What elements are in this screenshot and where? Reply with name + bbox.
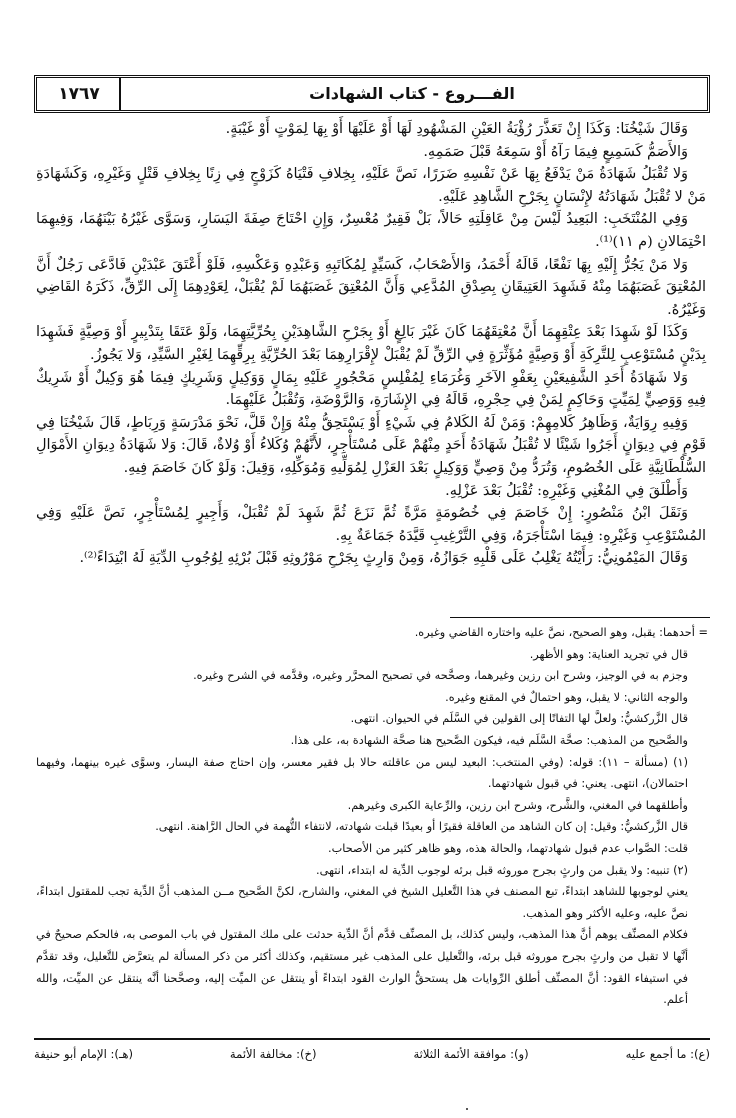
main-paragraph: وَفِي المُنْتَخَبِ: البَعِيدُ لَيْسَ مِنْ عَاقِلَتِهِ حَالاً، بَلْ فَقِيرٌ مُعْسِرٌ، وَإِنِ احْتَاجَ صِفَةَ اليَسَارِ، وَسَوَّى غَيْرُهُ بَيْنَهُمَا، وَفِيهِمَا احْتِمَالانِ (م ١١)⁽¹⁾. <box>36 211 706 250</box>
page-header <box>34 75 710 113</box>
footnote-separator <box>450 617 710 618</box>
footnote-line: وجزم به في الوجيز، وشرح ابن رزين وغيرهما، وصحَّحه في تصحيح المحرَّر وغيره، وقدَّمه في الشرح وغيره. <box>193 669 688 683</box>
footnote-line: (١) (مسألة – ١١): قوله: (وفي المنتخب: البعيد ليس من عاقلته حالا بل فقير معسر، وإن احتاج صفة اليسار، وسوَّى غيره بينهما، وفيهما احتمالان)، انتهى. يعني: في قبول شهادتهما. <box>36 755 688 791</box>
main-paragraph: وَقَالَ شَيْخُنَا: وَكَذَا إِنْ تَعَذَّرَ رُؤْيَةُ العَيْنِ المَشْهُودِ لَهَا أَوْ عَلَيْهَا أَوْ بِهَا لِمَوْتٍ أَوْ غَيْبَةٍ. <box>225 121 688 137</box>
footnote-line: والصَّحيح من المذهب: صحَّة السَّلَم فيه، فيكون الصَّحيح هنا صحَّة الشهادة به، على هذا. <box>290 733 688 747</box>
main-text <box>36 118 706 570</box>
page-footer <box>34 1043 710 1065</box>
running-title: الفـــروع - كتاب الشهادات <box>309 84 515 103</box>
footnotes <box>36 622 708 1011</box>
main-paragraph: وَالأَصَمُّ كَسَمِيعٍ فِيمَا رَآهُ أَوْ سَمِعَهُ قَبْلَ صَمَمِهِ. <box>423 143 688 160</box>
main-paragraph: وَلا مَنْ يَجُرُّ إِلَيْهِ بِهَا نَفْعًا، قَالَهُ أَحْمَدُ، وَالأَصْحَابُ، كَسَيِّدٍ لِمُكَاتَبِهِ وَعَبْدِهِ وَعَكْسِهِ، فَلَوْ أَعْتَقَ عَبْدَيْنِ فَادَّعَى رَجُلٌ أَنَّ المُعْتِقَ غَصَبَهُمَا مِنْهُ فَشَهِدَ العَتِيقَانِ بِصِدْقِ المُدَّعِي وَأَنَّ المُعْتِقَ غَصَبَهُمَا لَمْ يُقْبَلْ، لِعَوْدِهِمَا إِلَى الرِّقِّ، ذَكَرَهُ القَاضِي وَغَيْرُهُ. <box>36 256 706 318</box>
footnote-line: فكلام المصنِّف يوهم أنَّ هذا المذهب، وليس كذلك، بل المصنِّف قدَّم أنَّ الدِّية حدثت على ملك المقتول في باب الموصى به، فالحكم صحيحٌ في أنَّها لا تقبل من وارثٍ بجرح موروثه قبل برئه، والتَّعليل على المذهب غير مستقيم، وكذلك أكثر من ذكر المسألة لم يتعرَّض للتَّعليل، وقد تقدَّم في استيفاء القود: أنَّ المصنِّف أطلق الرِّوايات هل يستحقُّ الوارث القود ابتداءً أو ينتقل عن الميِّت إليه، وصحَّحنا أنَّه ينتقل عن الميِّت، والله أعلم. <box>36 928 688 1007</box>
footnote-line: وأطلقهما في المغني، والشَّرح، وشرح ابن رزين، والرِّعاية الكبرى وغيرهم. <box>347 798 688 812</box>
footer-rule <box>34 1038 710 1040</box>
footnote-line: قال في تجريد العناية: وهو الأظهر. <box>529 647 688 661</box>
footer-legend-item: (ع): ما أجمع عليه <box>625 1047 710 1061</box>
footer-legend-item: (خ): مخالفة الأئمة <box>229 1047 317 1061</box>
main-paragraph: وَفِيهِ رِوَايَةٌ، وَظَاهِرُ كَلامِهِمْ: وَمَنْ لَهُ الكَلامُ فِي شَيْءٍ أَوْ يَسْتَحِقُّ مِنْهُ وَإِنْ قَلَّ، نَحْوَ مَدْرَسَةٍ وَرِبَاطٍ، قَالَ شَيْخُنَا فِي قَوْمٍ فِي دِيوَانٍ أَجَرُوا شَيْئًا لا تُقْبَلُ شَهَادَةُ أَحَدٍ مِنْهُمْ عَلَى مُسْتَأْجِرٍ، لأَنَّهُمْ وُكَلاءُ أَوْ وُلاةٌ، قَالَ: وَلا شَهَادَةُ دِيوَانِ الأَمْوَالِ السُّلْطَانِيَّةِ عَلَى الخُصُومِ، وَتُرَدُّ مِنْ وَصِيٍّ وَوَكِيلٍ بَعْدَ العَزْلِ لِمُوَلِّيهِ وَمُوَكِّلِهِ، وَقِيلَ: وَلَوْ كَانَ خَاصَمَ فِيهِ. <box>36 414 706 476</box>
main-paragraph: وَكَذَا لَوْ شَهِدَا بَعْدَ عِتْقِهِمَا أَنَّ مُعْتِقَهُمَا كَانَ غَيْرَ بَالِغٍ أَوْ بِجَرْحِ الشَّاهِدَيْنِ بِحُرِّيَّتِهِمَا، وَلَوْ عَتَقَا بِتَدْبِيرٍ أَوْ وَصِيَّةٍ فَشَهِدَا بِدَيْنٍ مُسْتَوْعِبٍ لِلتَّرِكَةِ أَوْ وَصِيَّةٍ مُؤَثِّرَةٍ فِي الرِّقِّ لَمْ يُقْبَلْ لإِقْرَارِهِمَا بَعْدَ الحُرِّيَّةِ بِرِقِّهِمَا لِغَيْرِ السَّيِّدِ، وَلا يَجُوزُ. <box>36 324 706 363</box>
main-paragraph: وَنَقَلَ ابْنُ مَنْصُورٍ: إِنْ خَاصَمَ فِي خُصُومَةٍ مَرَّةً ثُمَّ نَزَعَ ثُمَّ شَهِدَ لَمْ تُقْبَلْ، وَأَجِيرٍ لِمُسْتَأْجِرٍ، نَصَّ عَلَيْهِ وَفِي المُسْتَوْعِبِ وَغَيْرِهِ: فِيمَا اسْتَأْجَرَهُ، وَفِي التَّرْغِيبِ قَيَّدَهُ جَمَاعَةٌ بِهِ. <box>36 505 706 544</box>
footnote-line: (٢) تنبيه: ولا يقبل من وارثٍ بجرح موروثه قبل برئه لوجوب الدِّية له ابتداء، انتهى. <box>316 863 688 877</box>
footnote-line: قال الزَّركشيُّ: ولعلَّ لها التفاتًا إلى القولين في السَّلَم في الحيوان. انتهى. <box>350 712 688 726</box>
footnote-line: قال الزَّركشيُّ: وقيل: إن كان الشاهد من العاقلة فقيرًا أو بعيدًا قبلت شهادته، لانتفاء التُّهمة في الحال الرَّاهنة. انتهى. <box>155 820 688 834</box>
footnote-line: = أحدهما: يقبل، وهو الصحيح، نصَّ عليه واختاره القاضي وغيره. <box>414 626 708 639</box>
main-paragraph: وَقَالَ المَيْمُونِيُّ: رَأَيْتُهُ يَغْلِبُ عَلَى قَلْبِهِ جَوَازُهُ، وَمِنْ وَارِثٍ بِجَرْحِ مَوْرُوثِهِ قَبْلَ بُرْئِهِ لِوُجُوبِ الدِّيَةِ لَهُ ابْتِدَاءً⁽²⁾. <box>79 550 688 567</box>
main-paragraph: وَأَطْلَقَ فِي المُغْنِي وَغَيْرِهِ: تُقْبَلُ بَعْدَ عَزْلِهِ. <box>445 482 688 499</box>
footer-legend-item: (هـ): الإمام أبو حنيفة <box>34 1047 133 1061</box>
footnote-line: والوجه الثاني: لا يقبل، وهو احتمالٌ في المقنع وغيره. <box>445 690 688 704</box>
main-paragraph: وَلا تُقْبَلُ شَهَادَةُ مَنْ يَدْفَعُ بِهَا عَنْ نَفْسِهِ ضَرَرًا، نَصَّ عَلَيْهِ، بِخِلافِ فَتْيَاهُ كَزَوْجٍ فِي زِنًا بِخِلافِ قَتْلٍ وَغَيْرِهِ، وَكَشَهَادَةِ مَنْ لا تُقْبَلُ شَهَادَتُهُ لإِنْسَانٍ بِجَرْحِ الشَّاهِدِ عَلَيْهِ. <box>36 166 706 205</box>
footer-legend-item: (و): موافقة الأئمة الثلاثة <box>413 1047 529 1061</box>
scan-speck <box>466 1108 468 1110</box>
main-paragraph: وَلا شَهَادَةُ أَحَدِ الشَّفِيعَيْنِ بِعَفْوِ الآخَرِ وَغُرَمَاءِ لِمُفْلِسٍ مَحْجُورٍ عَلَيْهِ بِمَالٍ وَوَكِيلٍ وَشَرِيكٍ فِيمَا هُوَ وَكِيلٌ أَوْ شَرِيكٌ فِيهِ وَوَصِيٍّ لِمَيِّتٍ وَحَاكِمٍ لِمَنْ فِي حِجْرِهِ، قَالَهُ فِي الإِشَارَةِ، وَالرَّوْضَةِ، وَتُقْبَلُ عَلَيْهِمَا. <box>36 369 706 409</box>
footnote-line: يعني لوجوبها للشاهد ابتداءً، تبع المصنف في هذا التَّعليل الشيخ في المغني، والشارح، لكنَّ الصَّحيح مــن المذهب أنَّ الدِّية تجب للمقتول ابتداءً، نصَّ عليه، وعليه الأكثر وهو المذهب. <box>36 885 688 920</box>
footnote-line: قلت: الصَّواب عدم قبول شهادتهما، والحالة هذه، وهو ظاهر كثير من الأصحاب. <box>328 841 688 855</box>
page-number: ١٧٦٧ <box>39 78 121 110</box>
